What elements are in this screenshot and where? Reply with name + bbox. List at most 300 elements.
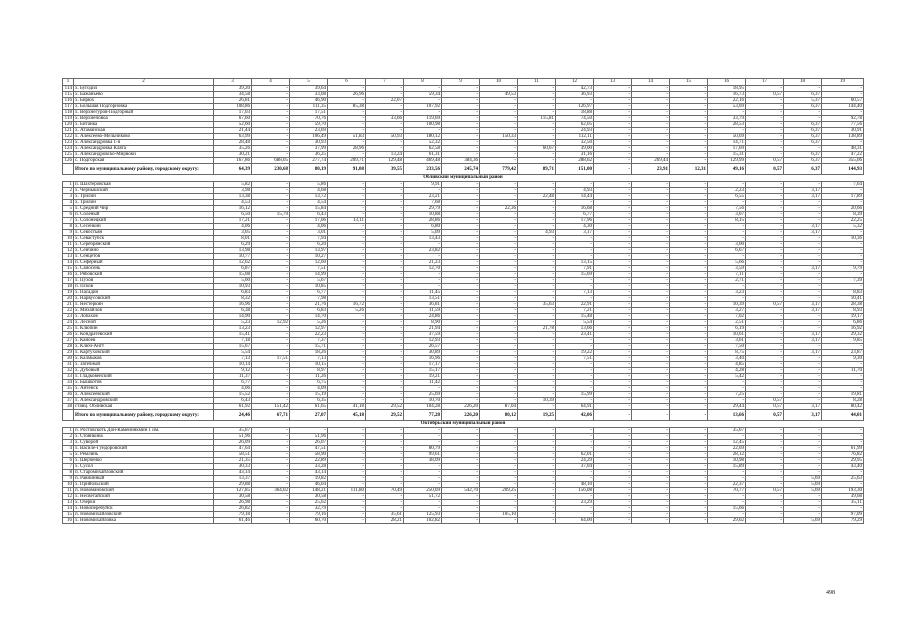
- value-cell: -: [518, 134, 556, 140]
- value-cell: 17,21: [214, 218, 252, 224]
- value-cell: -: [670, 260, 708, 266]
- value-cell: 29,44: [708, 404, 746, 410]
- value-cell: -: [518, 200, 556, 206]
- value-cell: -: [252, 284, 290, 290]
- value-cell: -: [708, 182, 746, 188]
- value-cell: 79,18: [214, 512, 252, 518]
- value-cell: -: [632, 128, 670, 134]
- value-cell: -: [252, 218, 290, 224]
- value-cell: -: [784, 236, 822, 242]
- value-cell: 8,97: [290, 368, 328, 374]
- value-cell: -: [328, 230, 366, 236]
- value-cell: -: [252, 344, 290, 350]
- value-cell: 8,93: [822, 308, 864, 314]
- value-cell: -: [822, 200, 864, 206]
- value-cell: -: [480, 470, 518, 476]
- value-cell: 16,96: [404, 356, 442, 362]
- value-cell: -: [366, 356, 404, 362]
- value-cell: 97,09: [822, 512, 864, 518]
- value-cell: -: [328, 506, 366, 512]
- value-cell: 542,70: [442, 488, 480, 494]
- value-cell: -: [480, 140, 518, 146]
- value-cell: 7,18: [214, 338, 252, 344]
- column-number: 8: [404, 79, 442, 86]
- value-cell: -: [784, 356, 822, 362]
- value-cell: 7,91: [556, 266, 594, 272]
- value-cell: 30,91: [822, 128, 864, 134]
- value-cell: -: [632, 224, 670, 230]
- value-cell: -: [442, 212, 480, 218]
- value-cell: 6,43: [214, 398, 252, 404]
- value-cell: -: [252, 128, 290, 134]
- value-cell: -: [632, 302, 670, 308]
- value-cell: 3,59: [708, 266, 746, 272]
- value-cell: -: [328, 290, 366, 296]
- value-cell: -: [556, 434, 594, 440]
- value-cell: -: [480, 356, 518, 362]
- value-cell: 15,84: [290, 206, 328, 212]
- value-cell: -: [328, 98, 366, 104]
- value-cell: 37,59: [404, 332, 442, 338]
- value-cell: -: [366, 368, 404, 374]
- value-cell: -: [784, 326, 822, 332]
- value-cell: -: [670, 254, 708, 260]
- value-cell: -: [670, 332, 708, 338]
- value-cell: 77,56: [822, 122, 864, 128]
- value-cell: 21,76: [290, 302, 328, 308]
- column-number: 10: [480, 79, 518, 86]
- value-cell: -: [442, 380, 480, 386]
- value-cell: 3,23: [708, 290, 746, 296]
- settlement-name-cell: х. Севастубск: [74, 236, 214, 242]
- value-cell: -: [442, 494, 480, 500]
- value-cell: 6,83: [290, 308, 328, 314]
- value-cell: -: [366, 104, 404, 110]
- value-cell: -: [594, 224, 632, 230]
- value-cell: 13,11: [328, 218, 366, 224]
- value-cell: -: [252, 446, 290, 452]
- value-cell: -: [594, 500, 632, 506]
- value-cell: -: [670, 494, 708, 500]
- settlement-name-cell: с. Подгорская: [74, 158, 214, 164]
- value-cell: 60,67: [518, 146, 556, 152]
- value-cell: -: [670, 476, 708, 482]
- value-cell: -: [670, 224, 708, 230]
- value-cell: 269,44: [632, 158, 670, 164]
- value-cell: -: [670, 308, 708, 314]
- value-cell: 13,24: [366, 152, 404, 158]
- value-cell: -: [594, 452, 632, 458]
- value-cell: -: [632, 218, 670, 224]
- value-cell: 49,53: [480, 92, 518, 98]
- value-cell: -: [518, 518, 556, 524]
- settlement-name-cell: х. Пасадин: [74, 290, 214, 296]
- value-cell: -: [556, 284, 594, 290]
- value-cell: 30,58: [214, 494, 252, 500]
- value-cell: 33,28: [290, 464, 328, 470]
- value-cell: -: [252, 122, 290, 128]
- value-cell: -: [632, 458, 670, 464]
- settlement-name-cell: х. Калмыков: [74, 356, 214, 362]
- value-cell: -: [328, 254, 366, 260]
- value-cell: -: [442, 266, 480, 272]
- value-cell: 79,29: [822, 518, 864, 524]
- value-cell: -: [252, 188, 290, 194]
- settlement-name-cell: п. Равнинный: [74, 476, 214, 482]
- row-number-cell: 25: [63, 326, 74, 332]
- settlement-name-cell: п. Старомихайловский: [74, 470, 214, 476]
- value-cell: -: [252, 392, 290, 398]
- value-cell: 5,42: [708, 374, 746, 380]
- value-cell: -: [480, 158, 518, 164]
- row-number-cell: 22: [63, 308, 74, 314]
- row-number-cell: 30: [63, 356, 74, 362]
- value-cell: -: [404, 428, 442, 434]
- value-cell: 364,02: [252, 488, 290, 494]
- value-cell: -: [670, 242, 708, 248]
- settlement-name-cell: х. Пухов: [74, 278, 214, 284]
- value-cell: 13,66: [556, 326, 594, 332]
- value-cell: -: [556, 254, 594, 260]
- value-cell: -: [670, 104, 708, 110]
- row-number-cell: 10: [63, 482, 74, 488]
- value-cell: -: [632, 482, 670, 488]
- page-number: 498: [826, 590, 835, 596]
- value-cell: -: [784, 392, 822, 398]
- value-cell: 3,61: [708, 338, 746, 344]
- value-cell: -: [632, 140, 670, 146]
- value-cell: -: [556, 446, 594, 452]
- value-cell: 10,27: [290, 254, 328, 260]
- settlement-name-cell: Итого по муниципальному району, городскому округу:: [74, 164, 214, 175]
- value-cell: -: [594, 92, 632, 98]
- value-cell: -: [366, 470, 404, 476]
- settlement-name-cell: х. Лобахов: [74, 314, 214, 320]
- value-cell: 80,19: [290, 164, 328, 175]
- value-cell: -: [442, 320, 480, 326]
- value-cell: 79,16: [290, 512, 328, 518]
- value-cell: -: [518, 374, 556, 380]
- value-cell: -: [518, 350, 556, 356]
- value-cell: -: [670, 290, 708, 296]
- value-cell: -: [746, 308, 784, 314]
- value-cell: -: [632, 476, 670, 482]
- value-cell: -: [632, 440, 670, 446]
- value-cell: 469,48: [404, 158, 442, 164]
- value-cell: 62,05: [556, 122, 594, 128]
- value-cell: 6,77: [214, 380, 252, 386]
- value-cell: 12,93: [404, 338, 442, 344]
- row-number-cell: 3: [63, 440, 74, 446]
- value-cell: 6,83: [214, 290, 252, 296]
- value-cell: -: [708, 476, 746, 482]
- value-cell: -: [670, 218, 708, 224]
- value-cell: 6,77: [290, 290, 328, 296]
- value-cell: -: [366, 386, 404, 392]
- value-cell: -: [746, 188, 784, 194]
- value-cell: 4,06: [290, 224, 328, 230]
- value-cell: 24,86: [404, 314, 442, 320]
- value-cell: 18,26: [290, 350, 328, 356]
- value-cell: -: [480, 500, 518, 506]
- value-cell: 7,13: [290, 356, 328, 362]
- value-cell: 11,59: [404, 308, 442, 314]
- value-cell: -: [252, 482, 290, 488]
- row-number-cell: 37: [63, 398, 74, 404]
- value-cell: -: [366, 302, 404, 308]
- value-cell: 9,85: [822, 338, 864, 344]
- value-cell: 10,15: [290, 362, 328, 368]
- settlement-name-cell: х. Лесной: [74, 320, 214, 326]
- value-cell: -: [784, 386, 822, 392]
- value-cell: -: [442, 368, 480, 374]
- section-title: Обливский муниципальный район: [63, 175, 864, 182]
- value-cell: -: [670, 212, 708, 218]
- value-cell: 5,69: [784, 482, 822, 488]
- value-cell: 39,20: [214, 86, 252, 92]
- row-number-cell: 29: [63, 350, 74, 356]
- value-cell: 17,89: [822, 194, 864, 200]
- value-cell: 6,86: [822, 320, 864, 326]
- value-cell: 4,93: [556, 188, 594, 194]
- value-cell: -: [252, 452, 290, 458]
- value-cell: -: [366, 332, 404, 338]
- settlement-name-cell: х. Средний Чир: [74, 206, 214, 212]
- value-cell: 15,08: [214, 272, 252, 278]
- value-cell: 13,23: [214, 326, 252, 332]
- value-cell: -: [746, 260, 784, 266]
- value-cell: -: [518, 158, 556, 164]
- value-cell: -: [632, 464, 670, 470]
- value-cell: -: [594, 362, 632, 368]
- value-cell: 38,09: [404, 458, 442, 464]
- settlement-name-cell: х. Прийольский: [74, 482, 214, 488]
- value-cell: -: [594, 374, 632, 380]
- value-cell: 10,77: [214, 254, 252, 260]
- value-cell: -: [328, 482, 366, 488]
- value-cell: -: [784, 272, 822, 278]
- value-cell: -: [556, 200, 594, 206]
- value-cell: -: [594, 368, 632, 374]
- settlement-name-cell: х. Антенск: [74, 386, 214, 392]
- settlement-name-cell: х. Затечный: [74, 362, 214, 368]
- value-cell: 3,17: [784, 266, 822, 272]
- value-cell: -: [670, 350, 708, 356]
- value-cell: 29,52: [366, 410, 404, 421]
- value-cell: -: [518, 344, 556, 350]
- value-cell: -: [594, 104, 632, 110]
- value-cell: 23,91: [632, 164, 670, 175]
- value-cell: -: [670, 146, 708, 152]
- value-cell: -: [670, 188, 708, 194]
- value-cell: 37,99: [290, 146, 328, 152]
- value-cell: -: [328, 338, 366, 344]
- value-cell: 7,13: [556, 290, 594, 296]
- value-cell: -: [366, 188, 404, 194]
- value-cell: -: [328, 140, 366, 146]
- value-cell: -: [252, 134, 290, 140]
- value-cell: 3,27: [708, 308, 746, 314]
- value-cell: -: [670, 236, 708, 242]
- value-cell: -: [518, 140, 556, 146]
- value-cell: 6,35: [290, 398, 328, 404]
- value-cell: -: [670, 518, 708, 524]
- value-cell: -: [480, 218, 518, 224]
- value-cell: -: [822, 482, 864, 488]
- value-cell: -: [632, 194, 670, 200]
- value-cell: -: [784, 440, 822, 446]
- value-cell: -: [822, 272, 864, 278]
- value-cell: -: [480, 242, 518, 248]
- value-cell: 6,37: [784, 140, 822, 146]
- value-cell: -: [328, 284, 366, 290]
- value-cell: -: [518, 434, 556, 440]
- value-cell: 5,37: [784, 98, 822, 104]
- value-cell: -: [442, 140, 480, 146]
- value-cell: -: [518, 128, 556, 134]
- value-cell: -: [556, 374, 594, 380]
- value-cell: -: [480, 260, 518, 266]
- value-cell: 85,38: [328, 104, 366, 110]
- value-cell: 144,40: [822, 104, 864, 110]
- value-cell: -: [480, 110, 518, 116]
- value-cell: 26,96: [328, 92, 366, 98]
- value-cell: -: [252, 266, 290, 272]
- value-cell: 226,20: [442, 404, 480, 410]
- value-cell: -: [252, 428, 290, 434]
- row-number-cell: 11: [63, 488, 74, 494]
- settlement-name-cell: п. Новомихайловский: [74, 512, 214, 518]
- value-cell: 19,81: [822, 392, 864, 398]
- value-cell: 13,66: [708, 410, 746, 421]
- value-cell: 6,29: [214, 242, 252, 248]
- value-cell: -: [480, 230, 518, 236]
- value-cell: -: [632, 470, 670, 476]
- value-cell: -: [480, 320, 518, 326]
- value-cell: 25,69: [404, 392, 442, 398]
- value-cell: -: [556, 242, 594, 248]
- value-cell: -: [670, 386, 708, 392]
- value-cell: -: [252, 350, 290, 356]
- settlement-name-cell: п. Шахтёровская: [74, 182, 214, 188]
- value-cell: -: [328, 110, 366, 116]
- value-cell: -: [594, 512, 632, 518]
- settlement-name-cell: х. Александровка Кляга: [74, 146, 214, 152]
- value-cell: -: [670, 128, 708, 134]
- value-cell: -: [784, 458, 822, 464]
- value-cell: 13,97: [290, 248, 328, 254]
- value-cell: 8,75: [708, 350, 746, 356]
- value-cell: -: [632, 236, 670, 242]
- value-cell: -: [784, 344, 822, 350]
- value-cell: 35,26: [214, 146, 252, 152]
- value-cell: -: [746, 272, 784, 278]
- value-cell: -: [594, 236, 632, 242]
- value-cell: -: [784, 86, 822, 92]
- value-cell: -: [442, 350, 480, 356]
- value-cell: 36,25: [290, 152, 328, 158]
- value-cell: -: [366, 464, 404, 470]
- value-cell: 5,67: [290, 278, 328, 284]
- value-cell: -: [632, 314, 670, 320]
- value-cell: 15,48: [556, 314, 594, 320]
- value-cell: -: [518, 122, 556, 128]
- value-cell: -: [366, 284, 404, 290]
- row-number-cell: [63, 410, 74, 421]
- value-cell: -: [632, 182, 670, 188]
- row-number-cell: 124: [64, 146, 72, 151]
- value-cell: -: [404, 386, 442, 392]
- value-cell: -: [822, 362, 864, 368]
- value-cell: -: [518, 494, 556, 500]
- value-cell: -: [632, 518, 670, 524]
- value-cell: -: [632, 392, 670, 398]
- value-cell: 42,06: [556, 410, 594, 421]
- value-cell: -: [366, 278, 404, 284]
- value-cell: 80,79: [404, 446, 442, 452]
- value-cell: -: [708, 380, 746, 386]
- value-cell: 10,39: [518, 398, 556, 404]
- value-cell: -: [746, 242, 784, 248]
- value-cell: -: [442, 206, 480, 212]
- value-cell: 28,86: [404, 218, 442, 224]
- value-cell: 61,31: [404, 152, 442, 158]
- value-cell: -: [442, 230, 480, 236]
- row-number-cell: 31: [63, 362, 74, 368]
- value-cell: 14,90: [214, 314, 252, 320]
- value-cell: 12,70: [404, 266, 442, 272]
- value-cell: -: [518, 242, 556, 248]
- value-cell: -: [708, 512, 746, 518]
- value-cell: -: [442, 386, 480, 392]
- value-cell: -: [442, 518, 480, 524]
- settlement-name-cell: х. Сусол: [74, 464, 214, 470]
- value-cell: 12,31: [670, 164, 708, 175]
- value-cell: -: [366, 482, 404, 488]
- value-cell: 4,54: [290, 200, 328, 206]
- value-cell: -: [746, 110, 784, 116]
- value-cell: -: [480, 362, 518, 368]
- value-cell: -: [252, 470, 290, 476]
- settlement-name-cell: х. Суворой: [74, 440, 214, 446]
- value-cell: 13,43: [404, 236, 442, 242]
- row-number-cell: 4: [63, 200, 74, 206]
- value-cell: -: [632, 266, 670, 272]
- value-cell: -: [404, 476, 442, 482]
- value-cell: -: [442, 128, 480, 134]
- value-cell: -: [784, 446, 822, 452]
- value-cell: -: [746, 320, 784, 326]
- value-cell: -: [442, 482, 480, 488]
- value-cell: -: [518, 368, 556, 374]
- value-cell: -: [518, 440, 556, 446]
- value-cell: -: [594, 290, 632, 296]
- value-cell: -: [480, 506, 518, 512]
- value-cell: 52,60: [214, 122, 252, 128]
- value-cell: -: [746, 290, 784, 296]
- value-cell: -: [252, 398, 290, 404]
- value-cell: -: [366, 212, 404, 218]
- value-cell: -: [366, 194, 404, 200]
- value-cell: -: [480, 434, 518, 440]
- settlement-name-cell: Итого по муниципальному району, городскому округу:: [74, 410, 214, 421]
- value-cell: -: [594, 440, 632, 446]
- value-cell: 10,85: [290, 284, 328, 290]
- value-cell: 22,91: [556, 302, 594, 308]
- value-cell: -: [366, 350, 404, 356]
- value-cell: 36,81: [404, 302, 442, 308]
- value-cell: -: [594, 506, 632, 512]
